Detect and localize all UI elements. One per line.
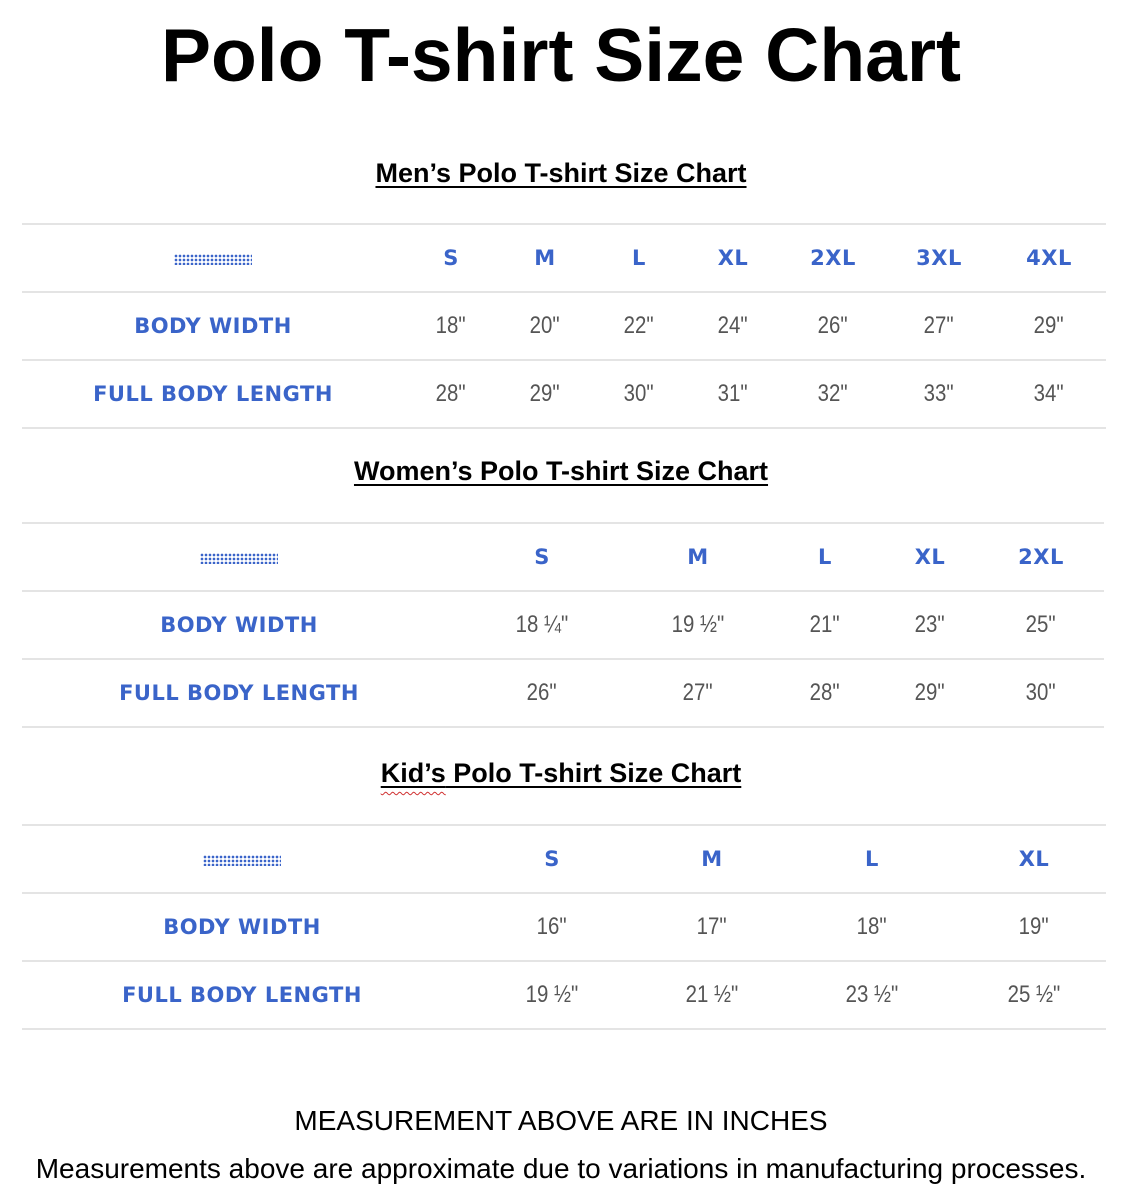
table-header-row <box>22 523 1104 591</box>
size-value: 18" <box>857 913 887 940</box>
size-value: 29" <box>1034 312 1064 339</box>
size-header: 4XL <box>992 224 1106 292</box>
size-value: 21" <box>810 611 840 638</box>
table-row <box>22 961 1106 1029</box>
size-value: 18" <box>436 312 466 339</box>
size-value: 31" <box>718 380 748 407</box>
row-label: FULL BODY LENGTH <box>22 360 404 428</box>
row-label: BODY WIDTH <box>22 591 456 659</box>
size-header: L <box>592 224 686 292</box>
size-value: 23 ½" <box>845 981 899 1008</box>
dotted-pattern-icon <box>200 553 278 564</box>
size-value: 19 ½" <box>671 611 725 638</box>
size-header: M <box>498 224 592 292</box>
size-header: S <box>462 825 642 893</box>
row-label: FULL BODY LENGTH <box>22 659 456 727</box>
size-value: 33" <box>924 380 954 407</box>
size-header: M <box>642 825 782 893</box>
corner-cell <box>22 825 462 893</box>
size-value: 27" <box>924 312 954 339</box>
size-header: M <box>628 523 768 591</box>
size-value: 32" <box>818 380 848 407</box>
table-row <box>22 360 1106 428</box>
corner-cell <box>22 523 456 591</box>
size-value: 26" <box>527 679 557 706</box>
row-label: FULL BODY LENGTH <box>22 961 462 1029</box>
size-value: 34" <box>1034 380 1064 407</box>
size-value: 17" <box>697 913 727 940</box>
size-header: L <box>768 523 882 591</box>
page-title: Polo T-shirt Size Chart <box>160 13 962 97</box>
table-row <box>22 893 1106 961</box>
size-value: 28" <box>810 679 840 706</box>
corner-cell <box>22 224 404 292</box>
size-header: XL <box>962 825 1106 893</box>
size-value: 20" <box>530 312 560 339</box>
size-value: 30" <box>624 380 654 407</box>
row-label: BODY WIDTH <box>22 292 404 360</box>
size-header: 3XL <box>886 224 992 292</box>
disclaimer-note: Measurements above are approximate due to variations in manufacturing processes. <box>35 1153 1087 1184</box>
kids-title-word: Kid’s <box>380 758 446 788</box>
size-value: 29" <box>915 679 945 706</box>
size-value: 24" <box>718 312 748 339</box>
mens-size-table <box>22 223 1106 429</box>
kids-section-title <box>0 758 1122 789</box>
size-header: 2XL <box>780 224 886 292</box>
size-header: S <box>404 224 498 292</box>
size-value: 21 ½" <box>685 981 739 1008</box>
mens-section-title: Men’s Polo T-shirt Size Chart <box>375 158 747 188</box>
size-value: 28" <box>436 380 466 407</box>
table-row <box>22 591 1104 659</box>
size-value: 25" <box>1026 611 1056 638</box>
units-note: MEASUREMENT ABOVE ARE IN INCHES <box>294 1105 828 1136</box>
row-label: BODY WIDTH <box>22 893 462 961</box>
size-value: 30" <box>1026 679 1056 706</box>
dotted-pattern-icon <box>203 855 281 866</box>
size-value: 19 ½" <box>525 981 579 1008</box>
size-header: L <box>782 825 962 893</box>
size-value: 26" <box>818 312 848 339</box>
kids-size-table <box>22 824 1106 1030</box>
table-header-row <box>22 224 1106 292</box>
womens-section-title: Women’s Polo T-shirt Size Chart <box>353 456 769 486</box>
table-row <box>22 292 1106 360</box>
dotted-pattern-icon <box>174 254 252 265</box>
size-value: 29" <box>530 380 560 407</box>
size-header: XL <box>686 224 780 292</box>
size-header: 2XL <box>978 523 1104 591</box>
size-header: XL <box>882 523 978 591</box>
table-header-row <box>22 825 1106 893</box>
size-value: 19" <box>1019 913 1049 940</box>
size-value: 18 ¼" <box>515 611 569 638</box>
size-header: S <box>456 523 628 591</box>
kids-title-rest: Polo T-shirt Size Chart <box>445 758 742 788</box>
size-value: 27" <box>683 679 713 706</box>
womens-size-table <box>22 522 1104 728</box>
size-value: 25 ½" <box>1007 981 1061 1008</box>
size-value: 22" <box>624 312 654 339</box>
table-row <box>22 659 1104 727</box>
size-value: 23" <box>915 611 945 638</box>
size-value: 16" <box>537 913 567 940</box>
